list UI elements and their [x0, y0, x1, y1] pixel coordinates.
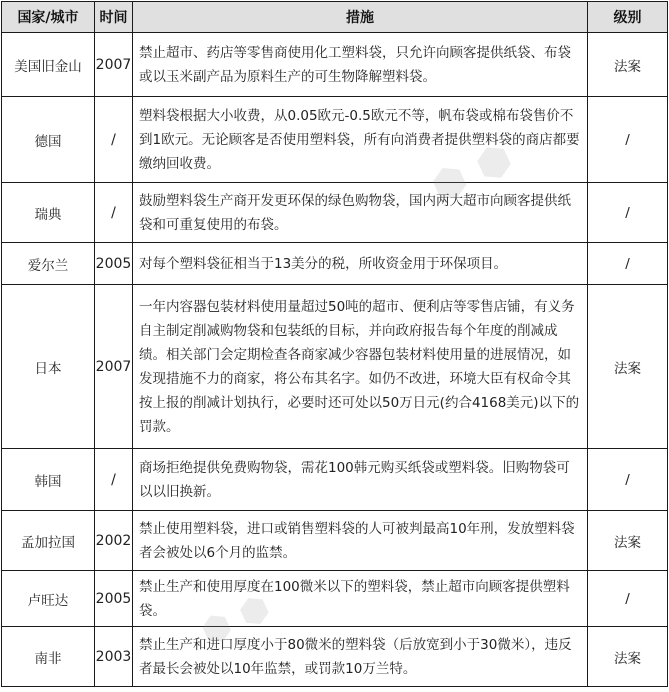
header-country: 国家/城市 [2, 2, 95, 33]
measure-cell: 禁止超市、药店等零售商使用化工塑料袋，只允许向顾客提供纸袋、布袋或以玉米副产品为原料生产的可生物降解塑料袋。 [133, 33, 588, 97]
plastic-bag-policy-table [1, 1, 668, 687]
measure-cell: 鼓励塑料袋生产商开发更环保的绿色购物袋，国内两大超市向顾客提供纸袋和可重复使用的布袋。 [133, 183, 588, 243]
watermark-logo: ⬢ ⬢ [194, 586, 277, 654]
table-row [2, 183, 668, 243]
year-cell: 2005 [95, 243, 133, 285]
level-cell: 法案 [588, 511, 668, 571]
level-cell: / [588, 571, 668, 627]
level-cell: 法案 [588, 627, 668, 687]
country-cell: 瑞典 [2, 183, 95, 243]
level-cell: / [588, 183, 668, 243]
measure-cell: 对每个塑料袋征相当于13美分的税，所收资金用于环保项目。 [133, 243, 588, 285]
table-row [2, 627, 668, 687]
year-cell: 2007 [95, 33, 133, 97]
header-year: 时间 [95, 2, 133, 33]
year-cell: 2003 [95, 627, 133, 687]
country-cell: 德国 [2, 97, 95, 183]
table-row [2, 571, 668, 627]
level-cell: 法案 [588, 33, 668, 97]
table-row [2, 33, 668, 97]
table-row [2, 285, 668, 449]
year-cell: 2002 [95, 511, 133, 571]
year-cell: / [95, 449, 133, 511]
year-cell: 2007 [95, 285, 133, 449]
table-row [2, 243, 668, 285]
country-cell: 韩国 [2, 449, 95, 511]
country-cell: 南非 [2, 627, 95, 687]
level-cell: / [588, 243, 668, 285]
country-cell: 孟加拉国 [2, 511, 95, 571]
header-measure: 措施 [133, 2, 588, 33]
measure-cell: 塑料袋根据大小收费，从0.05欧元-0.5欧元不等，帆布袋或棉布袋售价不到1欧元。无论顾客是否使用塑料袋，所有向消费者提供塑料袋的商店都要缴纳回收费。 [133, 97, 588, 183]
year-cell: 2005 [95, 571, 133, 627]
level-cell: 法案 [588, 285, 668, 449]
measure-cell: 禁止生产和使用厚度在100微米以下的塑料袋，禁止超市向顾客提供塑料袋。 [133, 571, 588, 627]
country-cell: 日本 [2, 285, 95, 449]
measure-cell: 商场拒绝提供免费购物袋，需花100韩元购买纸袋或塑料袋。旧购物袋可以以旧换新。 [133, 449, 588, 511]
year-cell: / [95, 97, 133, 183]
level-cell: / [588, 97, 668, 183]
header-level: 级别 [588, 2, 668, 33]
level-cell: / [588, 449, 668, 511]
table-row [2, 511, 668, 571]
header-row [2, 2, 668, 33]
country-cell: 爱尔兰 [2, 243, 95, 285]
table-row [2, 97, 668, 183]
table-row [2, 449, 668, 511]
measure-cell: 一年内容器包装材料使用量超过50吨的超市、便利店等零售店铺，有义务自主制定削减购物袋和包装纸的目标，并向政府报告每个年度的削减成绩。相关部门会定期检查各商家减少容器包装材料使用量的进展情况，如发现措施不力的商家，将公布其名字。如仍不改进，环境大臣有权命令其按上报的削减计划执行，必要时还可处以50万日元(约合4168美元)以下的罚款。 [133, 285, 588, 449]
watermark-logo: ⬢ ⬢ [424, 134, 520, 212]
measure-cell: 禁止使用塑料袋，进口或销售塑料袋的人可被判最高10年刑，发放塑料袋者会被处以6个月的监禁。 [133, 511, 588, 571]
country-cell: 卢旺达 [2, 571, 95, 627]
measure-cell: 禁止生产和进口厚度小于80微米的塑料袋（后放宽到小于30微米），违反者最长会被处以10年监禁，或罚款10万兰特。 [133, 627, 588, 687]
country-cell: 美国旧金山 [2, 33, 95, 97]
year-cell: / [95, 183, 133, 243]
